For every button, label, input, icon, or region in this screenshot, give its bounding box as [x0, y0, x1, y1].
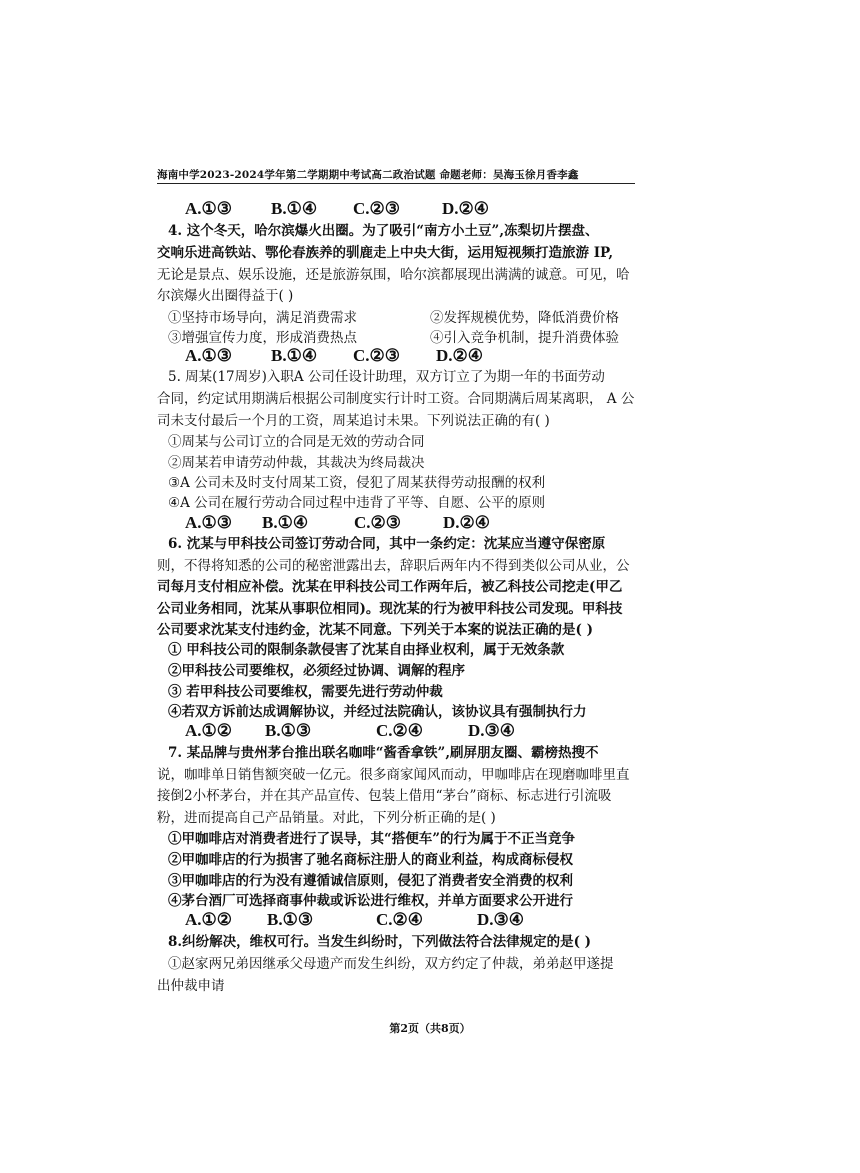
choice-a: A.①②: [185, 910, 233, 929]
q4-stem-line: 4. 这个冬天，哈尔滨爆火出圈。为了吸引“南方小土豆”,冻梨切片摆盘、: [168, 223, 599, 239]
q7-stem-line: 粉，进而提高自己产品销量。对此，下列分析正确的是( ): [157, 810, 496, 826]
q5-option-1: ①周某与公司订立的合同是无效的劳动合同: [168, 434, 425, 450]
q6-option-3: ③ 若甲科技公司要维权，需要先进行劳动仲裁: [168, 684, 443, 700]
q4-option-1: ①坚持市场导向，满足消费需求: [168, 310, 357, 326]
choice-b: B.①④: [262, 513, 309, 532]
q4-stem-line: 尔滨爆火出圈得益于( ): [157, 288, 294, 304]
choice-d: D.②④: [442, 199, 490, 218]
q6-stem-line: 6. 沈某与甲科技公司签订劳动合同，其中一条约定：沈某应当遵守保密原: [168, 536, 606, 552]
q8-option-1-line: ①赵家两兄弟因继承父母遗产而发生纠纷，双方约定了仲裁，弟弟赵甲遂提: [168, 956, 614, 972]
q7-option-2: ②甲咖啡店的行为损害了驰名商标注册人的商业利益，构成商标侵权: [168, 852, 573, 868]
q7-option-1: ①甲咖啡店对消费者进行了误导，其“搭便车”的行为属于不正当竞争: [168, 831, 576, 847]
choice-b: B.①③: [267, 910, 314, 929]
q4-option-4: ④引入竞争机制，提升消费体验: [430, 330, 619, 346]
q4-option-3: ③增强宣传力度，形成消费热点: [168, 330, 357, 346]
q6-option-4: ④若双方诉前达成调解协议，并经过法院确认，该协议具有强制执行力: [168, 704, 587, 720]
page-header: 海南中学2023-2024学年第二学期期中考试高二政治试题 命题老师：吴海玉徐月香李鑫: [157, 169, 579, 181]
q7-option-4: ④茅台酒厂可选择商事仲裁或诉讼进行维权，并单方面要求公开进行: [168, 893, 573, 909]
choice-c: C.②④: [376, 910, 424, 929]
choice-a: A.①③: [185, 199, 233, 218]
q7-stem-line: 接倒2小杯茅台，并在其产品宣传、包装上借用“茅台”商标、标志进行引流吸: [157, 788, 612, 804]
q6-option-1: ① 甲科技公司的限制条款侵害了沈某自由择业权利，属于无效条款: [168, 642, 565, 658]
choice-b: B.①④: [271, 346, 318, 365]
choice-d: D.②④: [436, 346, 484, 365]
choice-a: A.①②: [185, 721, 233, 740]
q7-option-3: ③甲咖啡店的行为没有遵循诚信原则，侵犯了消费者安全消费的权利: [168, 873, 573, 889]
q8-option-1-line: 出仲裁申请: [157, 978, 225, 994]
q5-stem-line: 司未支付最后一个月的工资，周某追讨未果。下列说法正确的有( ): [157, 413, 550, 429]
q5-option-2: ②周某若申请劳动仲裁，其裁决为终局裁决: [168, 455, 425, 471]
choice-a: A.①③: [185, 346, 233, 365]
q4-option-2: ②发挥规模优势，降低消费价格: [430, 310, 619, 326]
q7-stem-line: 说，咖啡单日销售额突破一亿元。很多商家闻风而动，甲咖啡店在现磨咖啡里直: [157, 767, 630, 783]
choice-b: B.①④: [271, 199, 318, 218]
q5-stem-line: 5. 周某(17周岁)入职A 公司任设计助理，双方订立了为期一年的书面劳动: [168, 369, 605, 385]
header-rule: [157, 183, 635, 184]
q8-stem: 8.纠纷解决，维权可行。当发生纠纷时，下列做法符合法律规定的是( ): [168, 934, 592, 950]
q5-stem-line: 合同，约定试用期满后根据公司制度实行计时工资。合同期满后周某离职， A 公: [157, 391, 635, 407]
q6-stem-line: 司每月支付相应补偿。沈某在甲科技公司工作两年后，被乙科技公司挖走(甲乙: [157, 579, 623, 595]
choice-c: C.②③: [354, 513, 402, 532]
choice-a: A.①③: [185, 513, 233, 532]
q6-choices: [185, 721, 635, 743]
q6-stem-line: 公司业务相同，沈某从事职位相同)。现沈某的行为被甲科技公司发现。甲科技: [157, 601, 623, 617]
q5-choices: [185, 513, 635, 535]
q7-stem-line: 7. 某品牌与贵州茅台推出联名咖啡“酱香拿铁”,刷屏朋友圈、霸榜热搜不: [168, 745, 599, 761]
choice-b: B.①③: [265, 721, 312, 740]
choice-c: C.②③: [353, 346, 401, 365]
q7-choices: [185, 910, 635, 932]
page-footer: 第2页（共8页）: [389, 1022, 471, 1035]
q4-choices: [185, 346, 635, 368]
q5-option-4: ④A 公司在履行劳动合同过程中违背了平等、自愿、公平的原则: [168, 495, 546, 511]
q6-option-2: ②甲科技公司要维权，必须经过协调、调解的程序: [168, 663, 465, 679]
choice-c: C.②④: [376, 721, 424, 740]
choice-c: C.②③: [353, 199, 401, 218]
q6-stem-line: 公司要求沈某支付违约金，沈某不同意。下列关于本案的说法正确的是( ): [157, 622, 593, 638]
choice-d: D.②④: [443, 513, 491, 532]
q4-stem-line: 无论是景点、娱乐设施，还是旅游氛围，哈尔滨都展现出满满的诚意。可见，哈: [157, 267, 630, 283]
q6-stem-line: 则，不得将知悉的公司的秘密泄露出去，辞职后两年内不得到类似公司从业，公: [157, 558, 630, 574]
choice-d: D.③④: [477, 910, 525, 929]
q3-choices: [185, 199, 635, 221]
q4-stem-line: 交响乐进高铁站、鄂伦春族养的驯鹿走上中央大街，运用短视频打造旅游 IP,: [157, 245, 614, 261]
choice-d: D.③④: [468, 721, 516, 740]
q5-option-3: ③A 公司未及时支付周某工资，侵犯了周某获得劳动报酬的权利: [168, 475, 546, 491]
